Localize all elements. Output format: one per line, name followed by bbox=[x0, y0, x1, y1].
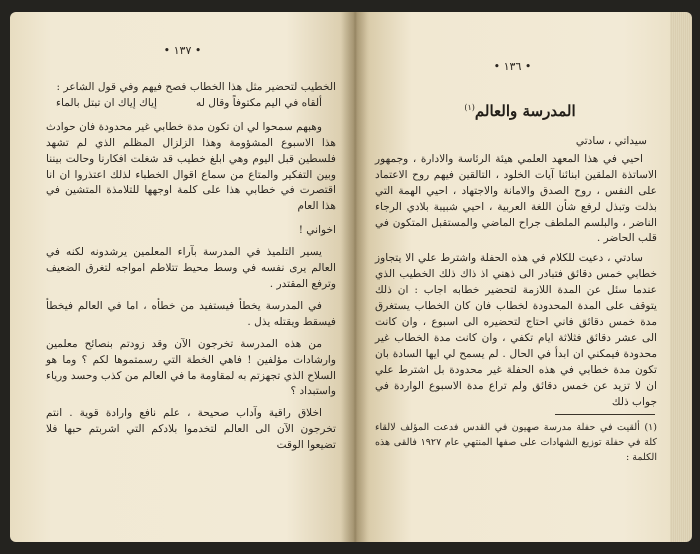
left-paragraph: في المدرسة يخطأ فيستفيد من خطأه ، اما في العالم فيخطأ فيسقط ويقتله يذل . bbox=[46, 299, 336, 328]
right-page-number: • ١٣٦ • bbox=[493, 60, 532, 73]
chapter-title-text: المدرسة والعالم bbox=[474, 102, 576, 120]
right-page bbox=[355, 12, 670, 542]
salutation: سيداتي ، سادتي bbox=[575, 135, 647, 147]
footnote-marker: (١) bbox=[464, 103, 475, 112]
left-page-body bbox=[46, 80, 336, 454]
left-paragraph: اخواني ! bbox=[298, 224, 336, 237]
poem-verse bbox=[46, 96, 336, 112]
footnote: (١) ألقيت في حفلة مدرسة صهيون في القدس فدعت المؤلف لالقاء كلة في حفلة توزيع الشهادات على صفها المنتهي عام ١٩٢٧ فالقى هذه الكلمة : bbox=[375, 422, 657, 463]
verse-second-hemistich: إياك إياك ان تبتل بالماء bbox=[56, 96, 157, 109]
left-paragraph: وهبهم سمحوا لي ان تكون مدة خطابي غير محدودة فان حوادث هذا الاسبوع المشؤومة وهذا الزلزال المظلم الذي لم تشهد فلسطين قبل اليوم وهي ابلغ خطيب قد شغلت افكارنا وحالت بيننا وبين التفكير والمتاع من سماع اقوال الخطباء لذلك اعتذروا ان انا اقتصرت في خطابي هذا على كلمة اوجهها للتلامذة المتشين في هذا العام bbox=[46, 120, 336, 213]
left-paragraph: يسير التلميذ في المدرسة بآراء المعلمين يرشدونه لكنه في العالم يرى نفسه في وسط محيط تتلاطم امواجه لتغرق الضعيف وترفع المقتدر . bbox=[46, 246, 336, 290]
footnote-rule bbox=[555, 414, 655, 415]
left-page-number: • ١٣٧ • bbox=[163, 44, 202, 57]
left-page bbox=[10, 12, 355, 542]
left-paragraph: من هذه المدرسة تخرجون الآن وقد زودتم بنصائح معلمين وارشادات مؤلفين ! فاهي الخطة التي رسمتموها لكم ؟ وما هو السلاح الذي تجهزتم به لمقاومة ما في العالم من كذب وحسد ورياء واستبداد ؟ bbox=[46, 337, 336, 398]
book-spread bbox=[10, 12, 692, 542]
chapter-title bbox=[375, 102, 665, 120]
page-edges bbox=[670, 12, 692, 542]
right-paragraph: سادتي ، دعيت للكلام في هذه الحفلة واشترط علي الا يتجاوز خطابي خمس دقائق فتبادر الى ذهني اذ ذاك ذلك الخطيب الذي عندما سئل عن المدة اللازمة لتحضير خطابه اجاب : ان ذلك يتوقف على المدة المحدودة لخطاب فان كان الخطاب يستغرق مدة خمس دقائق فاني احتاج لتحضيره الى اسبوع ، وان كانت الى عشر دقائق فثلاثة ايام تكفي ، وان كانت مدة الخطاب غير محدودة فيمكني ان ابدأ في الحال . لم يسمح لي ايها السادة بان تكون مدة خطابي في هذه الحفلة غير محدودة بل اشترط علي ان لا تزيد عن خمس دقائق ولم تراع مدة الاسبوع الواردة في جواب ذلك bbox=[375, 252, 657, 408]
right-page-body bbox=[375, 134, 657, 410]
verse-first-hemistich: ألقاه في اليم مكتوفاً وقال له bbox=[196, 96, 322, 109]
left-paragraph: اخلاق راقية وآداب صحيحة ، علم نافع وارادة قوية . انتم تخرجون الآن الى العالم لتخدموا بلادكم التي اشربتم حبها فلا تضيعوا الوقت bbox=[46, 407, 336, 452]
left-intro: الخطيب لتحضير مثل هذا الخطاب فصح فيهم وفي قول الشاعر : bbox=[56, 81, 336, 93]
right-paragraph: احيي في هذا المعهد العلمي هيئة الرئاسة والادارة ، وجمهور الاساتذة الملقين ابنائنا آيات الخلود ، التالقين فيهم روح الاعتماد على النفس ، روح الصدق والامانة والاجتهاد ، احيي الهمة التي بذلت وتبذل لرفع شأن اللغة العربية ، احيي شبيبة بلادي الرجاء الناضر ، والبلسم الملطف جراح الماضي والمستقبل المتكون في قلب الحاضر . bbox=[375, 152, 657, 245]
